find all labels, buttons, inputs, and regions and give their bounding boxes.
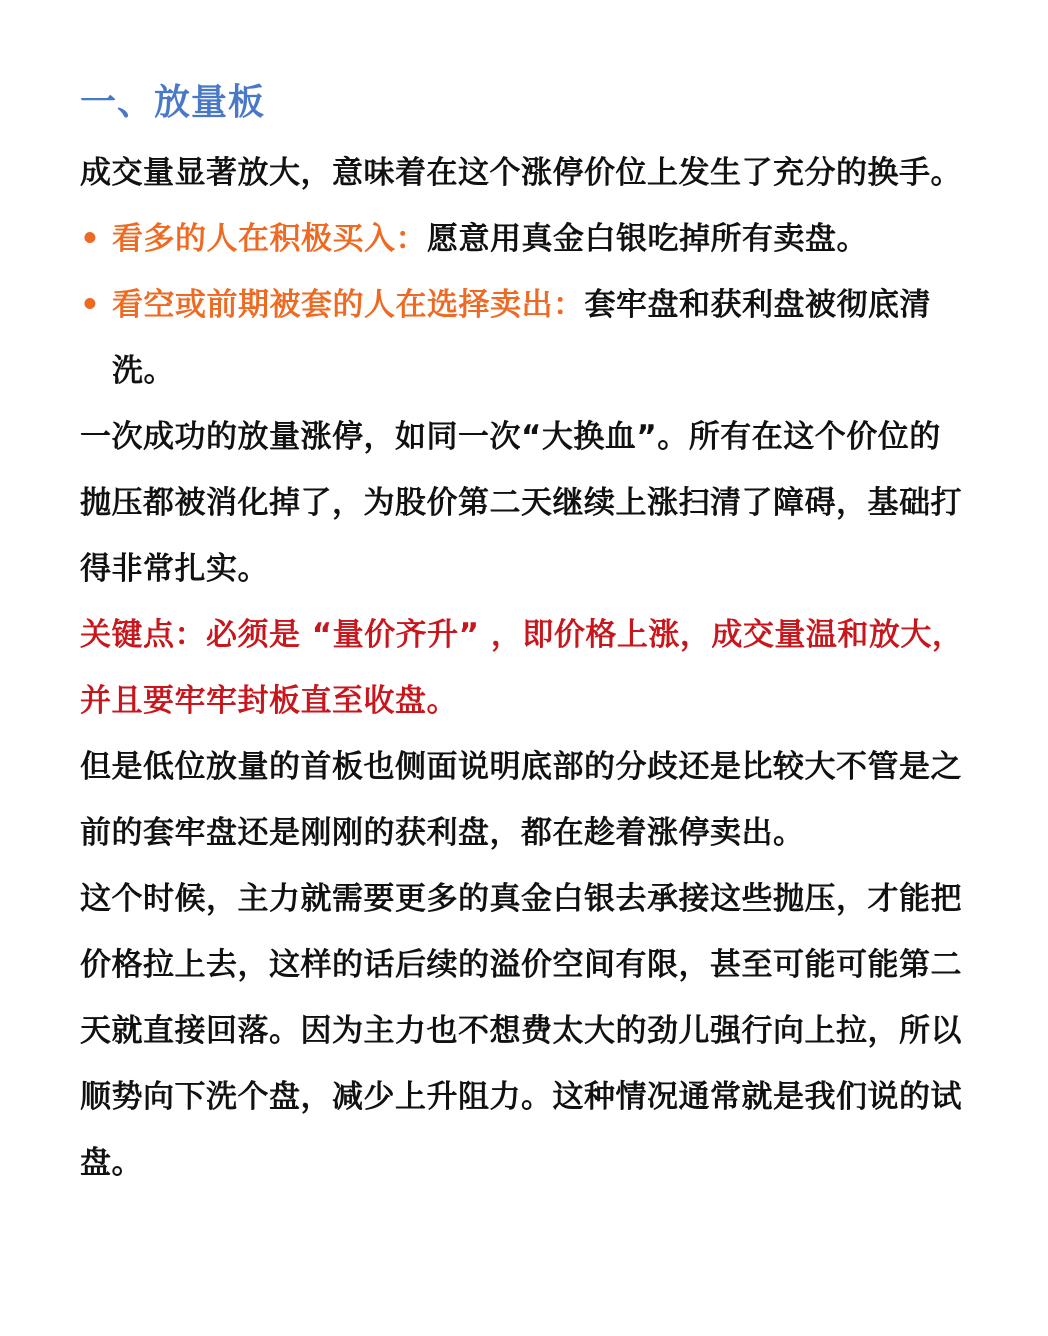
divergence-paragraph: 但是低位放量的首板也侧面说明底部的分歧还是比较大不管是之前的套牢盘还是刚刚的获利盘，都在趁着涨停卖出。 xyxy=(80,749,962,851)
bullet-dot-icon: • xyxy=(80,221,101,257)
bullet-text: 愿意用真金白银吃掉所有卖盘。 xyxy=(427,221,868,257)
bullet-text: 套牢盘和获利盘被彻底清洗。 xyxy=(112,287,931,389)
intro-paragraph: 成交量显著放大，意味着在这个涨停价位上发生了充分的换手。 xyxy=(80,155,962,191)
blood-transfusion-paragraph: 一次成功的放量涨停，如同一次“大换血”。所有在这个价位的抛压都被消化掉了，为股价第二天继续上涨扫清了障碍，基础打得非常扎实。 xyxy=(80,419,962,587)
bullet-label: 看多的人在积极买入： xyxy=(112,221,427,257)
section-heading: 一、放量板 xyxy=(80,82,266,123)
test-trade-paragraph: 这个时候，主力就需要更多的真金白银去承接这些抛压，才能把价格拉上去，这样的话后续的溢价空间有限，甚至可能可能第二天就直接回落。因为主力也不想费太大的劲儿强行向上拉，所以顺势向下洗个盘，减少上升阻力。这种情况通常就是我们说的试盘。 xyxy=(80,881,962,1181)
key-point-paragraph: 关键点：必须是 “量价齐升” ，即价格上涨，成交量温和放大，并且要牢牢封板直至收盘。 xyxy=(80,617,964,719)
bullet-label: 看空或前期被套的人在选择卖出： xyxy=(112,287,585,323)
bullet-dot-icon: • xyxy=(80,287,101,323)
bullet-item-buyers xyxy=(80,206,970,272)
bullet-item-sellers xyxy=(80,272,970,404)
